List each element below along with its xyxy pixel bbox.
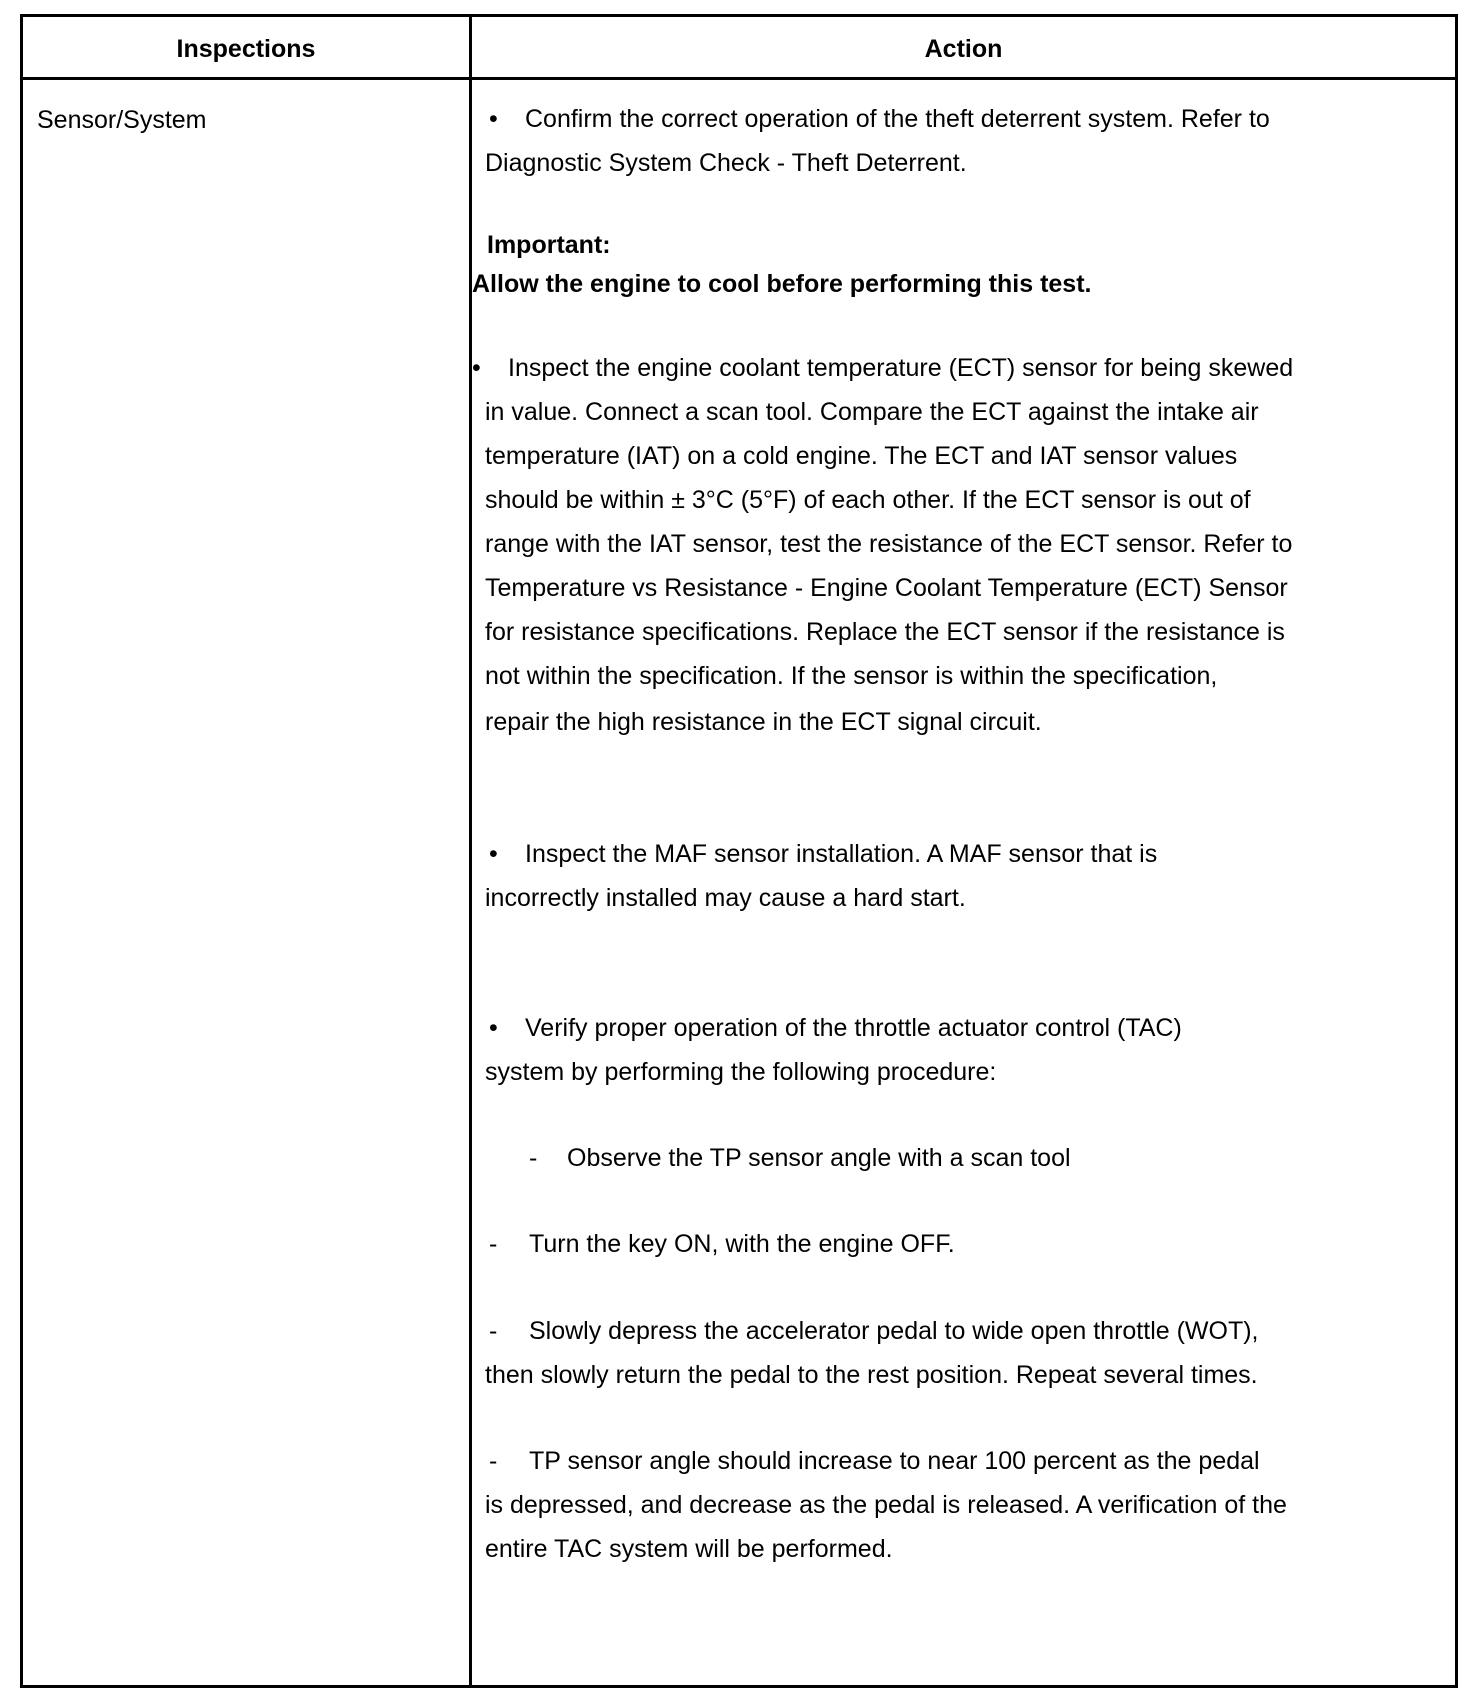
important-label: Important: (487, 231, 611, 259)
theft-check-line-1: Confirm the correct operation of the theft deterrent system. Refer to (525, 105, 1270, 133)
ect-check-line-6: Temperature vs Resistance - Engine Coolant Temperature (ECT) Sensor (485, 574, 1288, 602)
header-inspections: Inspections (176, 35, 316, 63)
tac-step-4-dash: - (489, 1447, 498, 1475)
tac-step-4-line-1: TP sensor angle should increase to near 100 percent as the pedal (529, 1447, 1260, 1475)
ect-check-line-2: in value. Connect a scan tool. Compare the ECT against the intake air (485, 398, 1259, 426)
ect-check-line-1: Inspect the engine coolant temperature (ECT) sensor for being skewed (508, 354, 1294, 382)
ect-check-line-3: temperature (IAT) on a cold engine. The ECT and IAT sensor values (485, 442, 1238, 470)
tac-step-3-dash: - (489, 1317, 498, 1345)
maf-check-bullet: • (489, 840, 498, 868)
tac-step-1-line-1: Observe the TP sensor angle with a scan tool (567, 1144, 1071, 1172)
theft-check-bullet: • (489, 105, 498, 133)
tac-step-3-line-1: Slowly depress the accelerator pedal to wide open throttle (WOT), (529, 1317, 1259, 1345)
theft-check-line-2: Diagnostic System Check - Theft Deterrent. (485, 149, 967, 177)
tac-step-1-dash: - (529, 1144, 538, 1172)
header-divider (20, 77, 1458, 80)
tac-step-4-line-2: is depressed, and decrease as the pedal is released. A verification of the (485, 1491, 1287, 1519)
ect-check-line-7: for resistance specifications. Replace the ECT sensor if the resistance is (485, 618, 1285, 646)
header-action: Action (924, 35, 1003, 63)
tac-step-3-line-2: then slowly return the pedal to the rest position. Repeat several times. (485, 1361, 1258, 1389)
important-text: Allow the engine to cool before performing this test. (472, 270, 1092, 298)
tac-check-line-2: system by performing the following procedure: (485, 1058, 997, 1086)
ect-check-line-4: should be within ± 3°C (5°F) of each other. If the ECT sensor is out of (485, 486, 1251, 514)
tac-check-line-1: Verify proper operation of the throttle actuator control (TAC) (525, 1014, 1182, 1042)
tac-step-2-line-1: Turn the key ON, with the engine OFF. (529, 1230, 955, 1258)
tac-check-bullet: • (489, 1014, 498, 1042)
ect-check-line-8: not within the specification. If the sensor is within the specification, (485, 662, 1218, 690)
ect-check-bullet: • (472, 354, 481, 382)
ect-check-line-9: repair the high resistance in the ECT signal circuit. (485, 708, 1042, 736)
maf-check-line-1: Inspect the MAF sensor installation. A MAF sensor that is (525, 840, 1158, 868)
maf-check-line-2: incorrectly installed may cause a hard start. (485, 884, 966, 912)
tac-step-2-dash: - (489, 1230, 498, 1258)
inspection-cell: Sensor/System (37, 106, 207, 134)
tac-step-4-line-3: entire TAC system will be performed. (485, 1535, 893, 1563)
ect-check-line-5: range with the IAT sensor, test the resistance of the ECT sensor. Refer to (485, 530, 1293, 558)
